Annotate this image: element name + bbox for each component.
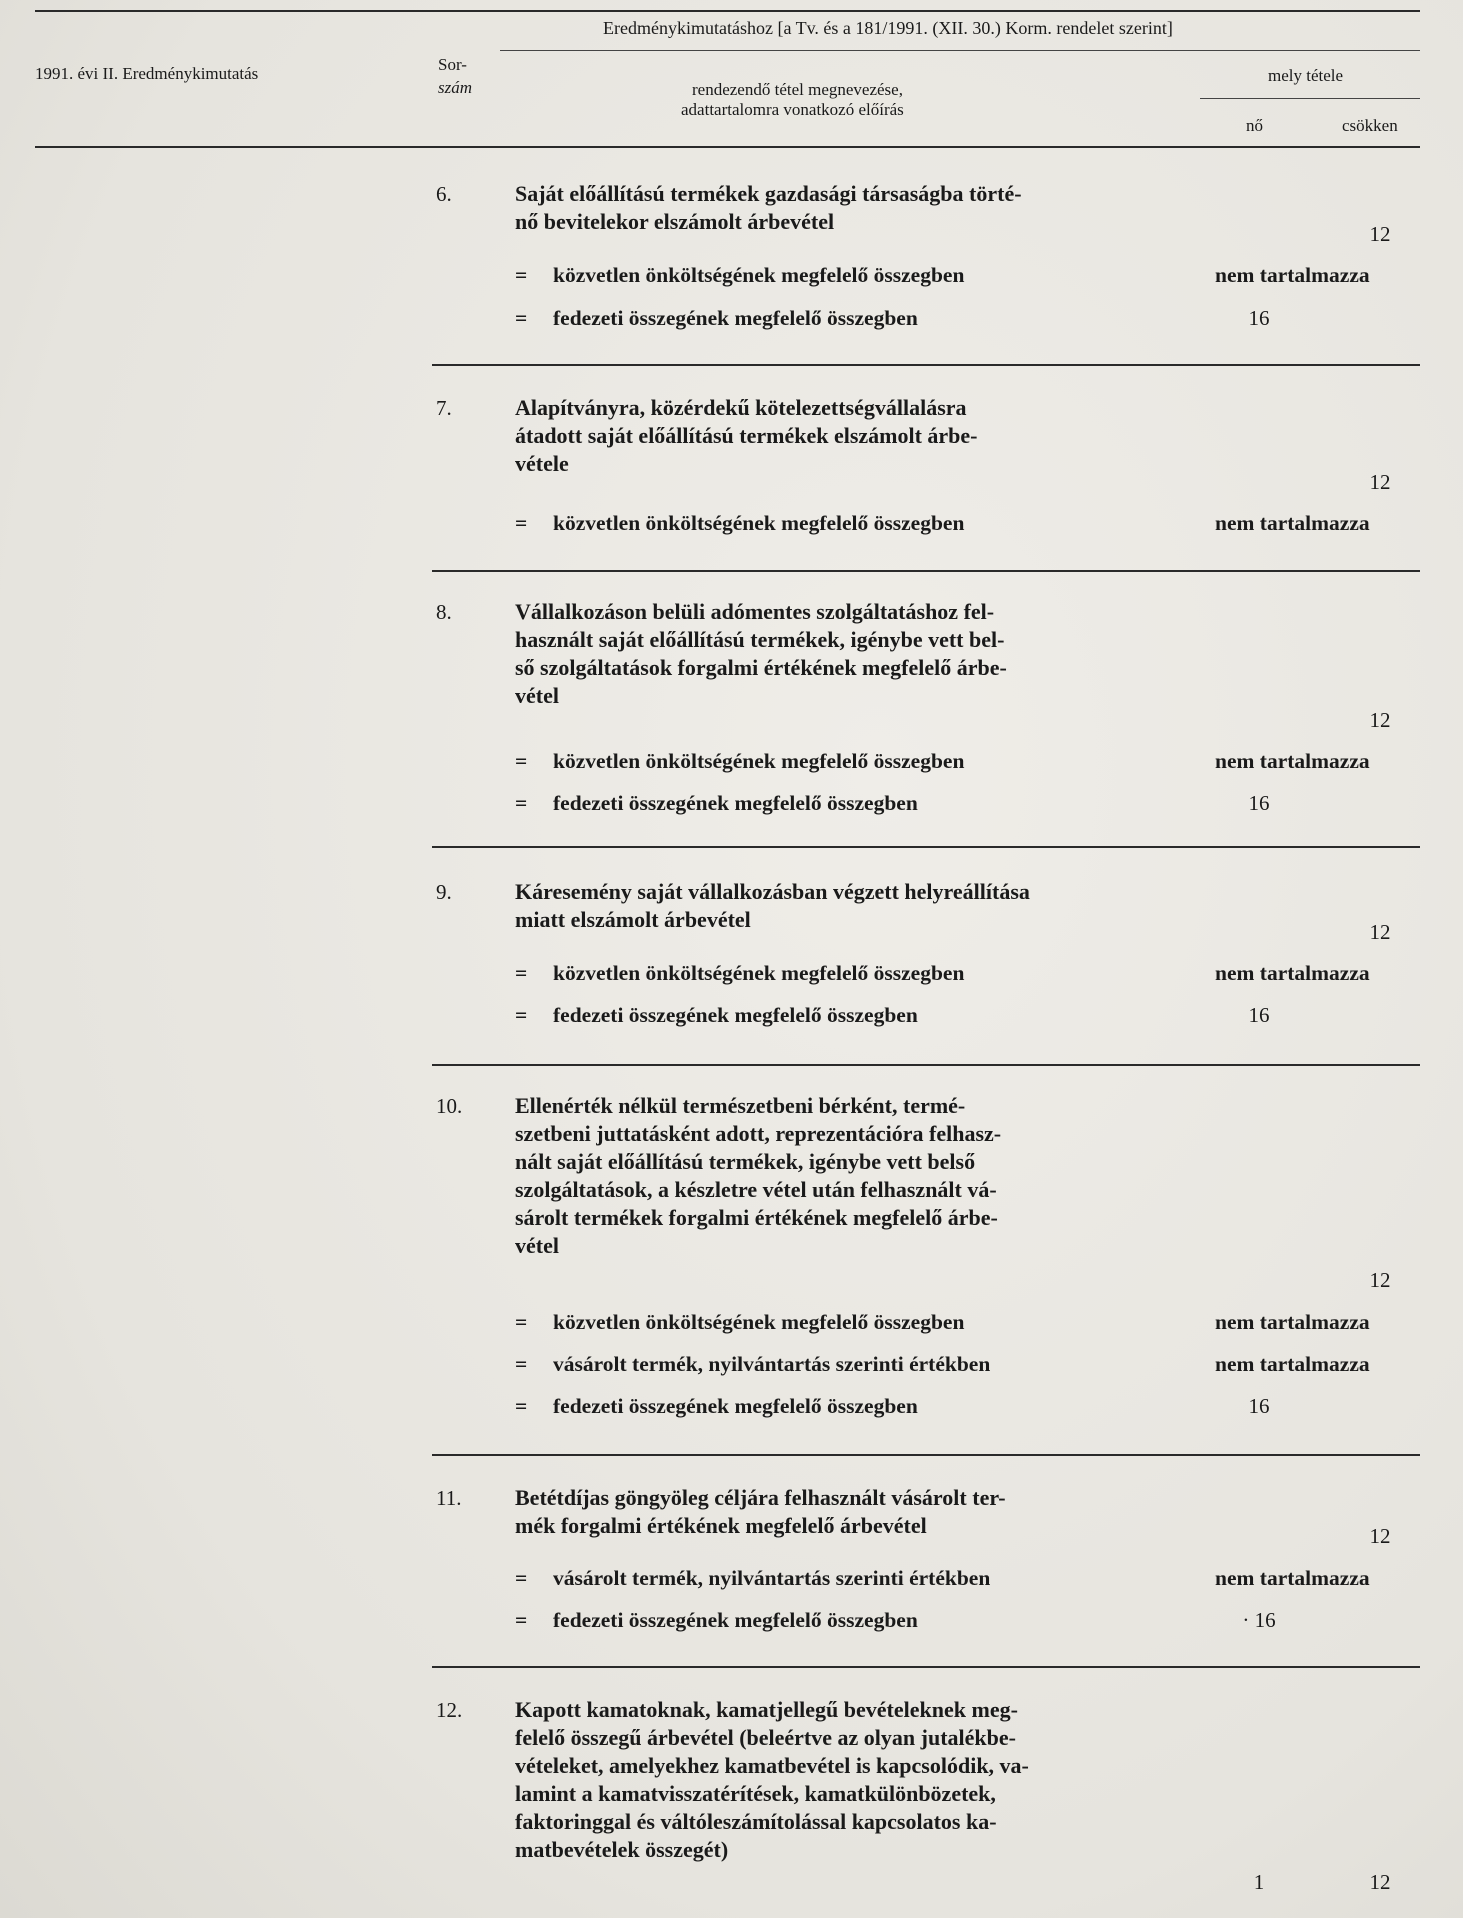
row-description-line: Saját előállítású termékek gazdasági társaságba törté- <box>515 181 1022 206</box>
row-csokken-value: 12 <box>1369 1870 1391 1894</box>
row-description-line: átadott saját előállítású termékek elszámolt árbe- <box>515 423 978 448</box>
sub-item-text: fedezeti összegének megfelelő összegben <box>553 1003 918 1027</box>
sub-item-value: nem tartalmazza <box>1215 961 1370 985</box>
sub-item <box>515 1608 918 1633</box>
sub-item-value: nem tartalmazza <box>1215 1566 1370 1590</box>
equals-sign: = <box>515 1352 528 1376</box>
equals-sign: = <box>515 961 528 985</box>
row-description-line: matbevételek összegét) <box>515 1837 729 1862</box>
sub-item-text: vásárolt termék, nyilvántartás szerinti értékben <box>553 1352 991 1376</box>
row-number: 6. <box>436 182 452 206</box>
equals-sign: = <box>515 306 528 330</box>
equals-sign: = <box>515 1003 528 1027</box>
sub-item <box>515 1310 964 1335</box>
equals-sign: = <box>515 263 528 287</box>
equals-sign: = <box>515 1608 528 1632</box>
header-col-name-2: adattartalomra vonatkozó előírás <box>681 100 904 119</box>
sub-item-text: közvetlen önköltségének megfelelő összegben <box>553 1310 965 1334</box>
sub-item-value: 16 <box>1248 306 1270 330</box>
equals-sign: = <box>515 1394 528 1418</box>
row-separator <box>432 570 1420 572</box>
row-description-line: használt saját előállítású termékek, igénybe vett bel- <box>515 627 1005 652</box>
row-description-line: lamint a kamatvisszatérítések, kamatkülönbözetek, <box>515 1781 996 1806</box>
row-description <box>515 598 1150 710</box>
equals-sign: = <box>515 1310 528 1334</box>
sub-item-value: 16 <box>1248 791 1270 815</box>
equals-sign: = <box>515 1566 528 1590</box>
header-no: nő <box>1246 116 1263 135</box>
row-description-line: nő bevitelekor elszámolt árbevétel <box>515 209 835 234</box>
row-description-line: faktoringgal és váltóleszámítolással kapcsolatos ka- <box>515 1809 997 1834</box>
header-sorszam-2: szám <box>438 78 473 97</box>
row-separator <box>432 846 1420 848</box>
row-csokken-value: 12 <box>1369 1268 1391 1292</box>
sub-item <box>515 263 964 288</box>
row-description-line: ső szolgáltatások forgalmi értékének megfelelő árbe- <box>515 655 1007 680</box>
row-number: 10. <box>436 1094 463 1118</box>
row-description <box>515 1092 1150 1260</box>
header-title: Eredménykimutatáshoz [a Tv. és a 181/1991. (XII. 30.) Korm. rendelet szerint] <box>603 18 1173 38</box>
header-sorszam-1: Sor- <box>438 55 467 74</box>
row-description-line: Betétdíjas göngyöleg céljára felhasznált vásárolt ter- <box>515 1485 1006 1510</box>
header-left-label: 1991. évi II. Eredménykimutatás <box>35 64 259 83</box>
row-csokken-value: 12 <box>1369 222 1391 246</box>
sub-item-text: fedezeti összegének megfelelő összegben <box>553 791 918 815</box>
row-csokken-value: 12 <box>1369 470 1391 494</box>
sub-item <box>515 306 918 331</box>
row-description <box>515 180 1150 236</box>
sub-item <box>515 1003 918 1028</box>
row-description-line: vétel <box>515 1233 559 1258</box>
sub-item-value: · 16 <box>1242 1608 1276 1632</box>
sub-item <box>515 1566 990 1591</box>
sub-item <box>515 511 964 536</box>
sub-item-text: fedezeti összegének megfelelő összegben <box>553 1608 918 1632</box>
row-description-line: Ellenérték nélkül természetbeni bérként, termé- <box>515 1093 966 1118</box>
row-description-line: Alapítványra, közérdekű kötelezettségvállalásra <box>515 395 967 420</box>
sub-item-text: közvetlen önköltségének megfelelő összegben <box>553 511 965 535</box>
sub-item-text: fedezeti összegének megfelelő összegben <box>553 306 918 330</box>
row-description-line: vétel <box>515 683 559 708</box>
equals-sign: = <box>515 791 528 815</box>
row-number: 8. <box>436 600 452 624</box>
sub-item-value: nem tartalmazza <box>1215 749 1370 773</box>
row-number: 7. <box>436 396 452 420</box>
row-description <box>515 1696 1150 1864</box>
sub-item <box>515 961 964 986</box>
sub-item <box>515 1352 990 1377</box>
row-description-line: Vállalkozáson belüli adómentes szolgáltatáshoz fel- <box>515 599 995 624</box>
header-title-underline <box>500 50 1420 51</box>
sub-item-value: nem tartalmazza <box>1215 511 1370 535</box>
sub-item-value: nem tartalmazza <box>1215 1310 1370 1334</box>
sub-item-text: közvetlen önköltségének megfelelő összegben <box>553 749 965 773</box>
sub-item-text: fedezeti összegének megfelelő összegben <box>553 1394 918 1418</box>
row-csokken-value: 12 <box>1369 1524 1391 1548</box>
equals-sign: = <box>515 749 528 773</box>
sub-item-value: nem tartalmazza <box>1215 263 1370 287</box>
row-separator <box>432 1666 1420 1668</box>
row-description-line: felelő összegű árbevétel (beleértve az olyan jutalékbe- <box>515 1725 1016 1750</box>
header-top-rule <box>35 10 1420 12</box>
row-description <box>515 394 1150 478</box>
row-description-line: mék forgalmi értékének megfelelő árbevétel <box>515 1513 927 1538</box>
sub-item-text: közvetlen önköltségének megfelelő összegben <box>553 961 965 985</box>
row-description-line: sárolt termékek forgalmi értékének megfelelő árbe- <box>515 1205 998 1230</box>
header-col-name-1: rendezendő tétel megnevezése, <box>692 80 903 99</box>
row-description <box>515 1484 1150 1540</box>
equals-sign: = <box>515 511 528 535</box>
row-csokken-value: 12 <box>1369 708 1391 732</box>
sub-item-value: nem tartalmazza <box>1215 1352 1370 1376</box>
row-number: 9. <box>436 880 452 904</box>
sub-item-value: 16 <box>1248 1394 1270 1418</box>
sub-item <box>515 791 918 816</box>
row-description-line: vétele <box>515 451 569 476</box>
header-mely-tetele: mely tétele <box>1268 66 1344 85</box>
row-description-line: miatt elszámolt árbevétel <box>515 907 751 932</box>
row-description-line: szetbeni juttatásként adott, reprezentációra felhasz- <box>515 1121 1002 1146</box>
header-bottom-rule <box>35 146 1420 148</box>
header-csokken: csökken <box>1342 116 1398 135</box>
sub-item-text: közvetlen önköltségének megfelelő összegben <box>553 263 965 287</box>
row-no-value: 1 <box>1253 1870 1265 1894</box>
row-separator <box>432 1064 1420 1066</box>
sub-item-text: vásárolt termék, nyilvántartás szerinti értékben <box>553 1566 991 1590</box>
row-description-line: vételeket, amelyekhez kamatbevétel is kapcsolódik, va- <box>515 1753 1029 1778</box>
row-description-line: szolgáltatások, a készletre vétel után felhasznált vá- <box>515 1177 997 1202</box>
sub-item-value: 16 <box>1248 1003 1270 1027</box>
row-description-line: Kapott kamatoknak, kamatjellegű bevételeknek meg- <box>515 1697 1018 1722</box>
row-separator <box>432 1454 1420 1456</box>
sub-item <box>515 749 964 774</box>
row-number: 12. <box>436 1698 463 1722</box>
row-description <box>515 878 1150 934</box>
row-description-line: nált saját előállítású termékek, igénybe vett belső <box>515 1149 976 1174</box>
row-description-line: Káresemény saját vállalkozásban végzett helyreállítása <box>515 879 1030 904</box>
row-csokken-value: 12 <box>1369 920 1391 944</box>
row-number: 11. <box>436 1486 462 1510</box>
header-mely-underline <box>1200 98 1420 99</box>
row-separator <box>432 364 1420 366</box>
sub-item <box>515 1394 918 1419</box>
